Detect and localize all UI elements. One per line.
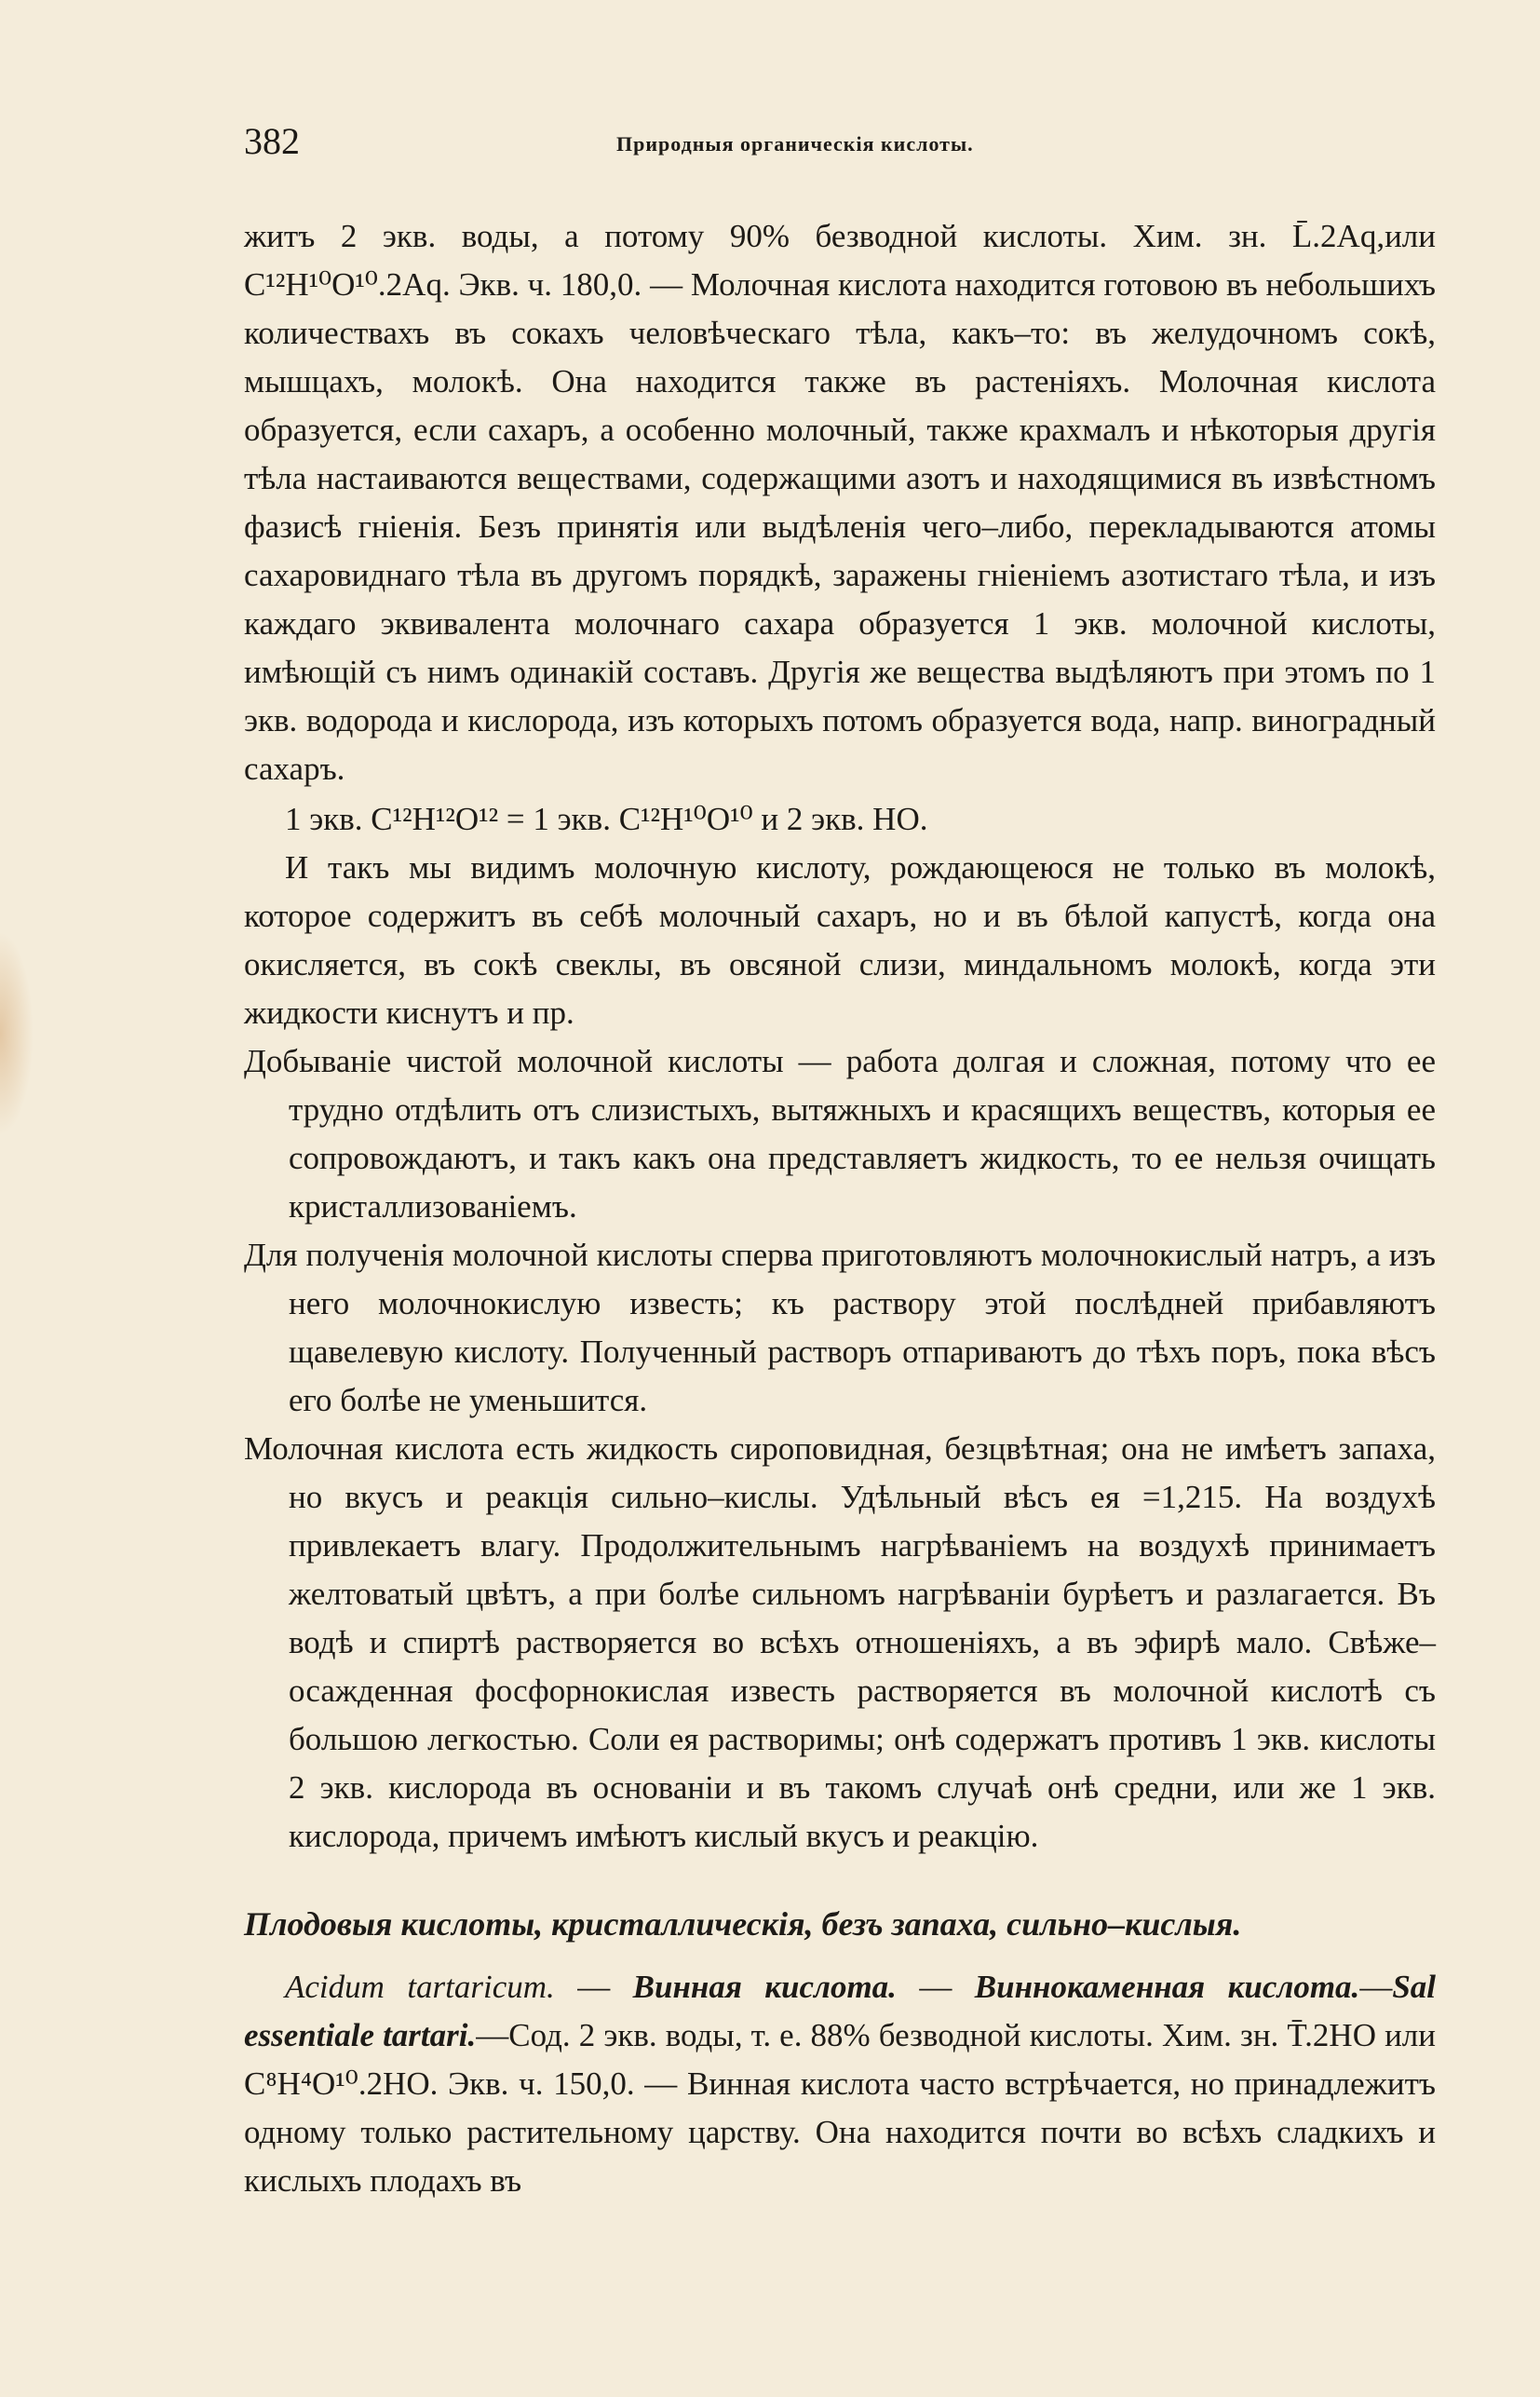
paragraph-preparation: Для полученія молочной кислоты сперва приготовляютъ молочнокислый натръ, а изъ него молочнокислую известь; къ раствору этой послѣдней прибавляютъ щавелевую кислоту. Полученный растворъ отпариваютъ до тѣхъ поръ, пока вѣсъ его болѣе не уменьшится. — [244, 1237, 1436, 1418]
section-title: Плодовыя кислоты, кристаллическія, безъ запаха, сильно–кислыя. — [244, 1905, 1242, 1943]
page-number: 382 — [244, 120, 300, 162]
page-header — [244, 119, 1454, 175]
russian-name: Винная кислота. — [632, 1969, 897, 2005]
paragraph-lactic-sources: И такъ мы видимъ молочную кислоту, рождающеюся не только въ молокѣ, которое содержитъ въ себѣ молочный сахаръ, но и въ бѣлой капустѣ, когда она окисляется, въ сокѣ свеклы, въ овсяной слизи, миндальномъ молокѣ, когда эти жидкости киснутъ и пр. — [244, 849, 1436, 1031]
latin-name: Acidum tartaricum. — [285, 1969, 555, 2005]
paragraph-tartaric — [244, 1963, 1436, 2205]
separator: — — [554, 1969, 633, 2005]
formula-line: 1 экв. C¹²H¹²O¹² = 1 экв. C¹²H¹⁰O¹⁰ и 2 экв. HO. — [285, 801, 928, 837]
paragraph-extraction: Добываніе чистой молочной кислоты — работа долгая и сложная, потому что ее трудно отдѣлить отъ слизистыхъ, вытяжныхъ и красящихъ веществъ, которыя ее сопровождаютъ, и такъ какъ она представляетъ жидкость, то ее нельзя очищать кристаллизованіемъ. — [244, 1043, 1436, 1225]
separator: — — [1359, 1969, 1393, 2005]
separator: — — [896, 1969, 975, 2005]
latin-name-alt: Sal essentiale tartari. — [244, 1969, 1437, 2053]
section-gap — [244, 1861, 1436, 1898]
body-text — [244, 212, 1436, 2205]
russian-name-alt: Виннокаменная кислота. — [974, 1969, 1360, 2005]
paper-stain — [0, 931, 34, 1136]
tartaric-description: —Сод. 2 экв. воды, т. е. 88% безводной кислоты. Хим. зн. T̄.2HO или C⁸H⁴O¹⁰.2HO. Экв. ч. 150,0. — Винная кислота часто встрѣчается, но принадлежитъ одному только растительному царству. Она находится почти во всѣхъ сладкихъ и кислыхъ плодахъ въ — [244, 2017, 1436, 2199]
section-gap-small — [244, 1950, 1436, 1963]
paragraph-properties: Молочная кислота есть жидкость сиропов​идная, безцвѣтная; она не имѣетъ запаха, но вкусъ и реакція сильно–кислы. Удѣльный вѣсъ ея =1,215. На воздухѣ привлекаетъ влагу. Продолжительнымъ нагрѣваніемъ на воздухѣ принимаетъ желтоватый цвѣтъ, а при болѣе сильномъ нагрѣваніи бурѣетъ и разлагается. Въ водѣ и спиртѣ растворяется во всѣхъ отношеніяхъ, а въ эфирѣ мало. Свѣже–осажденная фосфорнокислая известь растворяется въ молочной кислотѣ съ большою легкостью. Соли ея растворимы; онѣ содержатъ противъ 1 экв. кислоты 2 экв. кислорода въ основаніи и въ такомъ случаѣ онѣ средни, или же 1 экв. кислорода, причемъ имѣютъ кислый вкусъ и реакцію. — [244, 1430, 1436, 1854]
paragraph-lactic-intro: житъ 2 экв. воды, а потому 90% безводной кислоты. Хим. зн. L̄.2Aq,или C¹²H¹⁰O¹⁰.2Aq. Экв. ч. 180,0. — Молочная кислота находится готовою въ небольшихъ количествахъ въ сокахъ человѣческаго тѣла, какъ–то: въ желудочномъ сокѣ, мышцахъ, молокѣ. Она находится также въ растеніяхъ. Молочная кислота образуется, если сахаръ, а особенно молочный, также крахмалъ и нѣкоторыя другія тѣла настаиваются веществами, содержащими азотъ и находящимися въ извѣстномъ фазисѣ гніенія. Безъ принятія или выдѣленія чего–либо, перекладываются атомы сахаровиднаго тѣла въ другомъ порядкѣ, заражены гніеніемъ азотистаго тѣла, и изъ каждаго эквивалента молочнаго сахара образуется 1 экв. молочной кислоты, имѣющій съ нимъ одинакій составъ. Другія же вещества выдѣляютъ при этомъ по 1 экв. водорода и кислорода, изъ которыхъ потомъ образуется вода, напр. виноградный сахаръ. — [244, 218, 1436, 787]
running-title: Природныя органическія кислоты. — [616, 132, 974, 156]
